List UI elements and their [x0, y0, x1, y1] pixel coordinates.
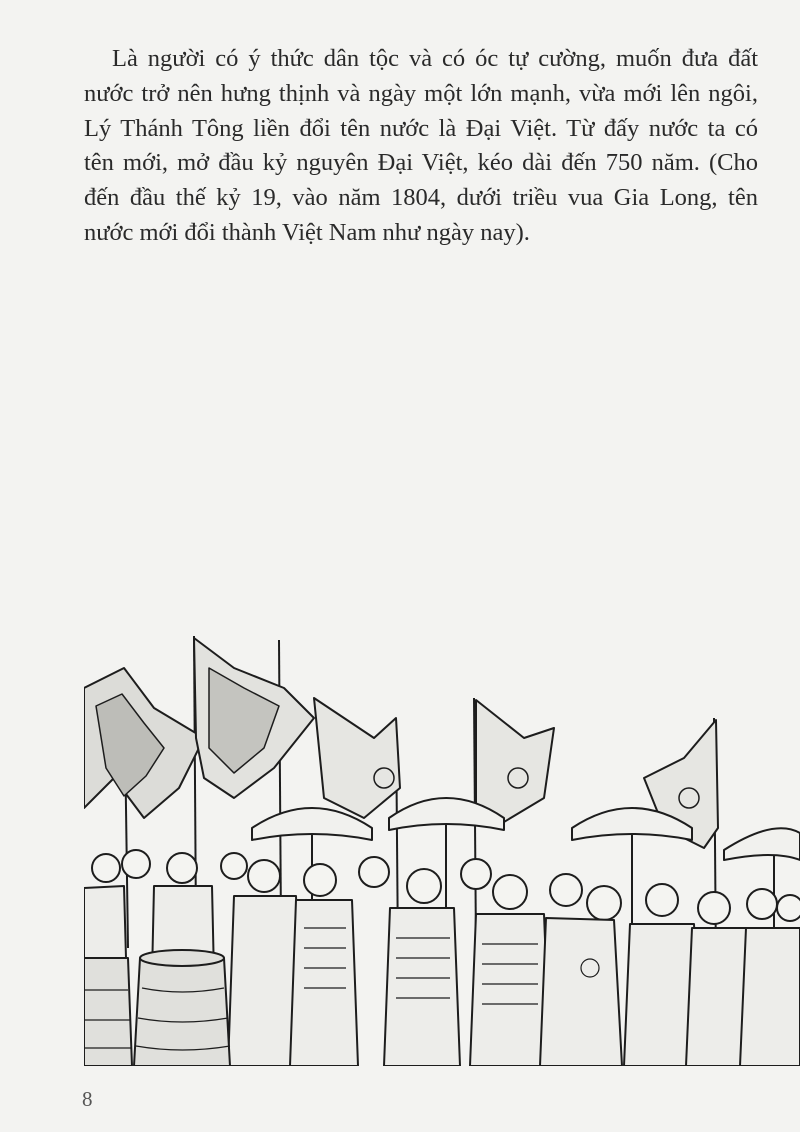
court-ceremony-illustration — [84, 628, 800, 1066]
body-line: nước trở nên hưng thịnh và ngày một lớn mạnh, vừa mới lên ngôi, — [84, 79, 758, 107]
body-line: tên mới, mở đầu kỷ nguyên Đại Việt, kéo dài đến 750 năm. (Cho — [84, 149, 758, 177]
body-line: nước mới đổi thành Việt Nam như ngày nay). — [84, 218, 530, 246]
body-line: Lý Thánh Tông liền đổi tên nước là Đại Việt. Từ đấy nước ta có — [84, 114, 758, 142]
page-number: 8 — [82, 1087, 93, 1111]
body-line: đến đầu thế kỷ 19, vào năm 1804, dưới triều vua Gia Long, tên — [84, 184, 758, 212]
body-line: Là người có ý thức dân tộc và có óc tự cường, muốn đưa đất — [112, 45, 758, 72]
body-paragraph — [84, 42, 758, 251]
